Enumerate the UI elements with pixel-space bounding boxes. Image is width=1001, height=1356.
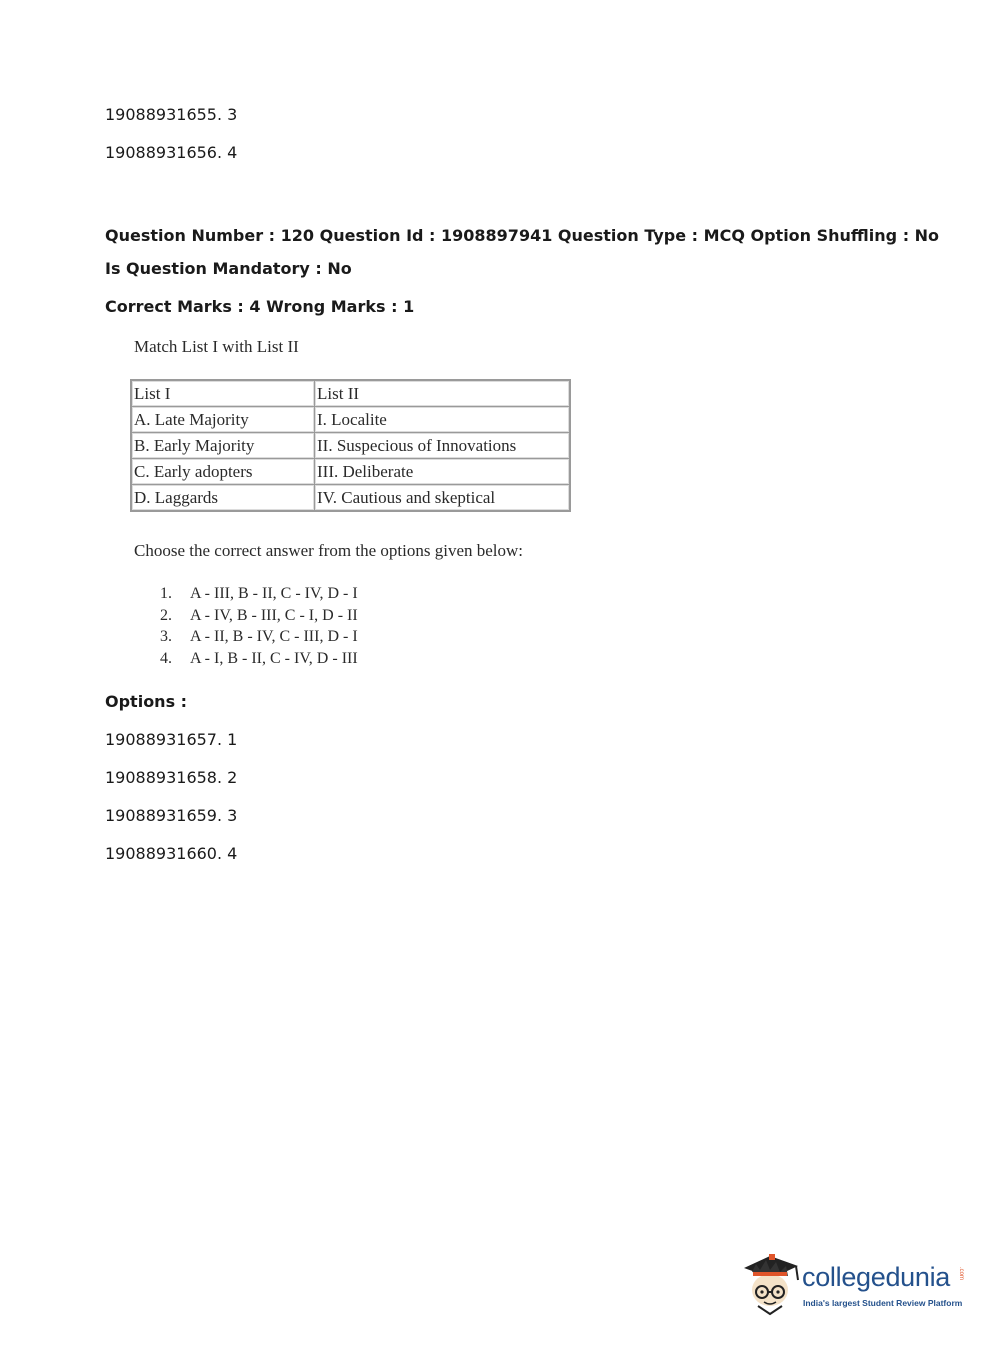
option-3: 19088931659. 3 <box>105 806 238 825</box>
logo-tagline: India's largest Student Review Platform <box>803 1298 963 1308</box>
list-item <box>160 648 358 670</box>
table-header-list2: List II <box>315 380 571 407</box>
table-cell: C. Early adopters <box>131 459 315 485</box>
table-cell: D. Laggards <box>131 485 315 512</box>
choice-number: 3. <box>160 628 172 646</box>
table-row <box>131 433 570 459</box>
list-item <box>160 605 358 627</box>
choice-text: A - IV, B - III, C - I, D - II <box>190 606 358 624</box>
table-cell: IV. Cautious and skeptical <box>315 485 571 512</box>
table-header-row <box>131 380 570 407</box>
table-cell: II. Suspecious of Innovations <box>315 433 571 459</box>
table-cell: III. Deliberate <box>315 459 571 485</box>
list-item <box>160 626 358 648</box>
choice-number: 4. <box>160 650 172 668</box>
choice-text: A - I, B - II, C - IV, D - III <box>190 650 358 668</box>
table-header-list1: List I <box>131 380 315 407</box>
list-item <box>160 583 358 605</box>
table-cell: I. Localite <box>315 407 571 433</box>
option-2: 19088931658. 2 <box>105 768 238 787</box>
question-instruction: Choose the correct answer from the options given below: <box>134 541 524 560</box>
choice-text: A - III, B - II, C - IV, D - I <box>190 585 358 602</box>
options-label: Options : <box>105 692 188 711</box>
table-row <box>131 407 570 433</box>
choice-text: A - II, B - IV, C - III, D - I <box>190 628 358 646</box>
option-1: 19088931657. 1 <box>105 730 238 749</box>
match-table <box>130 379 571 512</box>
question-meta-line: Question Number : 120 Question Id : 1908897941 Question Type : MCQ Option Shuffling : No <box>105 226 940 245</box>
collegedunia-logo <box>740 1250 970 1320</box>
mascot-icon <box>740 1250 802 1320</box>
prev-option-2: 19088931656. 4 <box>105 143 238 162</box>
table-cell: B. Early Majority <box>131 433 315 459</box>
prev-option-1: 19088931655. 3 <box>105 105 238 124</box>
choice-number: 2. <box>160 606 172 624</box>
answer-choices-list <box>160 583 358 670</box>
question-marks-line: Correct Marks : 4 Wrong Marks : 1 <box>105 297 415 316</box>
logo-brand-text: collegedunia <box>802 1262 951 1292</box>
question-title: Match List I with List II <box>134 337 299 356</box>
table-row <box>131 485 570 512</box>
option-4: 19088931660. 4 <box>105 844 238 863</box>
logo-domain-suffix: .com <box>958 1267 964 1281</box>
choice-number: 1. <box>160 585 172 602</box>
table-cell: A. Late Majority <box>131 407 315 433</box>
table-row <box>131 459 570 485</box>
question-mandatory-line: Is Question Mandatory : No <box>105 259 352 278</box>
